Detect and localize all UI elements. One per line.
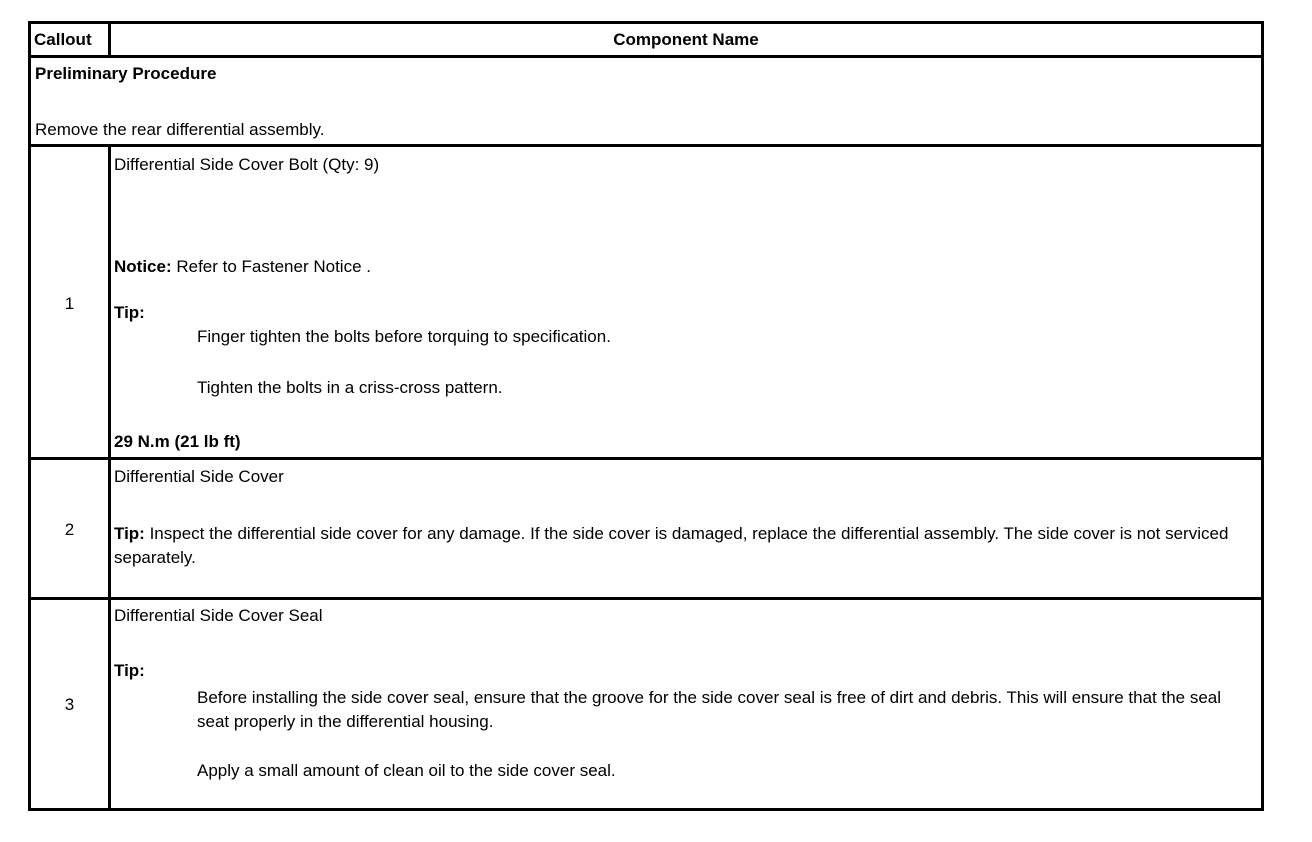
callout-column-divider [108, 144, 111, 808]
component-name-header: Component Name [613, 30, 759, 49]
notice-1 [114, 257, 371, 277]
header-divider [31, 55, 1261, 58]
component-name-1: Differential Side Cover Bolt (Qty: 9) [114, 155, 380, 174]
callout-header: Callout [34, 30, 92, 49]
tip-label-1: Tip: [114, 303, 145, 322]
notice-text: Refer to Fastener Notice . [171, 257, 371, 276]
tip-3-item-1: Before installing the side cover seal, ensure that the groove for the side cover seal is free of dirt and debris. This will ensure that the seal seat properly in the differential housing. [197, 688, 1222, 731]
notice-label: Notice: [114, 257, 172, 276]
tip-label-3: Tip: [114, 661, 145, 680]
row-1-divider [31, 457, 1261, 460]
tip-label-2: Tip: [114, 524, 145, 543]
row-2-divider [31, 597, 1261, 600]
procedure-table [28, 21, 1264, 811]
component-name-3: Differential Side Cover Seal [114, 606, 323, 625]
preliminary-divider [31, 144, 1261, 147]
tip-1-item-2: Tighten the bolts in a criss-cross pattern. [197, 378, 503, 397]
preliminary-title: Preliminary Procedure [35, 64, 217, 83]
torque-spec-1: 29 N.m (21 lb ft) [114, 432, 241, 451]
component-name-2: Differential Side Cover [114, 467, 284, 486]
tip-2-text: Inspect the differential side cover for any damage. If the side cover is damaged, replace the differential assembly. The side cover is not serviced separately. [114, 524, 1229, 567]
tip-2 [114, 522, 1254, 570]
callout-3: 3 [64, 695, 75, 714]
callout-2: 2 [64, 520, 75, 539]
tip-3-item-2: Apply a small amount of clean oil to the side cover seal. [197, 761, 616, 780]
preliminary-text: Remove the rear differential assembly. [35, 120, 325, 139]
callout-1: 1 [64, 294, 75, 313]
tip-1-item-1: Finger tighten the bolts before torquing to specification. [197, 327, 611, 346]
